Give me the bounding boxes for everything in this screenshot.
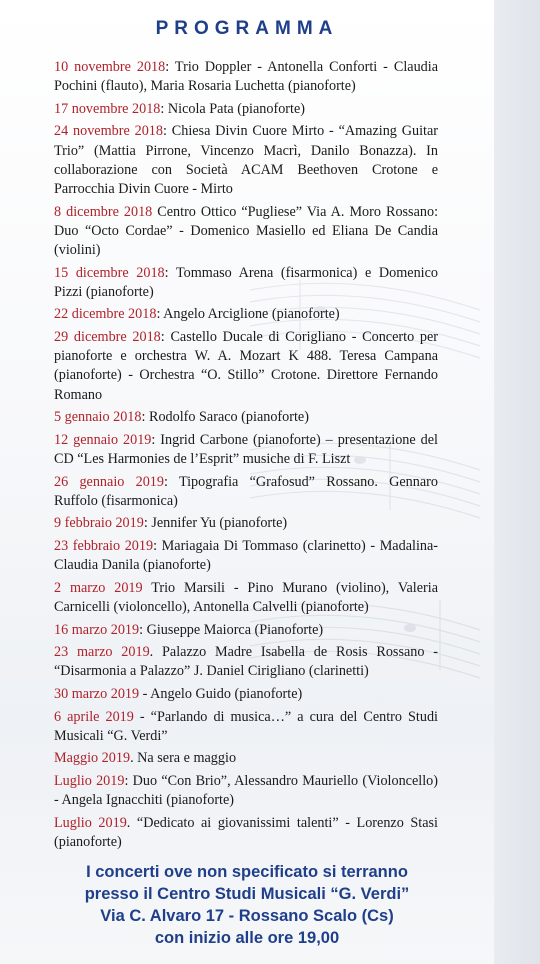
event-date: Luglio 2019: [54, 814, 127, 831]
event-separator: :: [153, 537, 162, 554]
event-description: Palazzo Madre Isabella de Rosis Rossano - “Disarmonia a Palazzo” J. Daniel Cirigliano (clarinetti): [54, 644, 439, 680]
event-entry: [54, 431, 438, 469]
event-date: 29 dicembre 2018: [54, 328, 161, 345]
event-description: Angelo Arciglione (pianoforte): [163, 306, 340, 323]
right-margin-band: [494, 0, 540, 964]
page-title: PROGRAMMA: [155, 18, 339, 39]
event-entry: [54, 473, 438, 511]
event-description: Centro Ottico “Pugliese” Via A. Moro Rossano: Duo “Octo Cordae” - Domenico Masiello ed Eliana De Candia (violini): [54, 203, 439, 258]
event-entry: [54, 100, 438, 119]
event-entry: [54, 514, 438, 533]
event-separator: :: [164, 473, 179, 490]
event-entry: [54, 814, 438, 852]
event-date: 22 dicembre 2018: [54, 306, 157, 323]
event-date: 23 febbraio 2019: [54, 537, 154, 554]
event-separator: .: [130, 750, 138, 767]
event-date: Maggio 2019: [54, 750, 131, 767]
event-description: Nicola Pata (pianoforte): [167, 100, 305, 117]
event-date: 24 novembre 2018: [54, 123, 163, 140]
event-separator: [143, 580, 152, 596]
event-date: 8 dicembre 2018: [54, 203, 153, 220]
event-separator: :: [156, 306, 164, 323]
event-date: 5 gennaio 2018: [54, 409, 142, 426]
venue-note: [0, 861, 494, 949]
event-entry: [54, 621, 438, 640]
event-separator: -: [139, 685, 151, 702]
event-separator: .: [149, 644, 163, 661]
event-separator: :: [151, 431, 161, 448]
event-date: 9 febbraio 2019: [54, 515, 144, 532]
event-description: “Dedicato ai giovanissimi talenti” - Lorenzo Stasi (pianoforte): [54, 814, 438, 850]
event-entry: [54, 328, 438, 405]
event-description: “Parlando di musica…” a cura del Centro Studi Musicali “G. Verdi”: [54, 708, 439, 744]
event-description: Jennifer Yu (pianoforte): [151, 515, 288, 532]
event-description: Rodolfo Saraco (pianoforte): [148, 409, 309, 426]
event-date: 10 novembre 2018: [54, 59, 166, 75]
event-description: Duo “Con Brio”, Alessandro Mauriello (Violoncello) - Angela Ignacchiti (pianoforte): [54, 772, 438, 809]
event-entry: [54, 579, 438, 617]
event-description: Giuseppe Maiorca (Pianoforte): [146, 621, 324, 638]
event-separator: :: [141, 409, 149, 426]
event-description: Castello Ducale di Corigliano - Concerto per pianoforte e orchestra W. A. Mozart K 488. Teresa Campana (pianoforte) - Orchestra “O. Stillo” Crotone. Direttore Fernando Romano: [54, 328, 438, 403]
event-description: Na sera e maggio: [137, 750, 237, 767]
venue-note-line: con inizio alle ore 19,00: [154, 929, 340, 947]
event-separator: :: [165, 59, 175, 75]
event-list: [54, 58, 438, 856]
event-entry: [54, 643, 438, 681]
event-date: 6 aprile 2019: [54, 708, 134, 725]
event-separator: :: [139, 621, 147, 638]
event-entry: [54, 264, 438, 302]
event-entry: [54, 408, 438, 427]
event-entry: [54, 772, 438, 810]
event-separator: .: [126, 814, 137, 831]
event-entry: [54, 305, 438, 324]
event-description: Tipografia “Grafosud” Rossano. Gennaro Ruffolo (fisarmonica): [54, 473, 438, 509]
event-description: Angelo Guido (pianoforte): [150, 685, 303, 702]
event-entry: [54, 685, 438, 704]
event-separator: :: [160, 100, 168, 117]
event-date: 12 gennaio 2019: [54, 431, 152, 448]
event-entry: [54, 537, 438, 575]
event-separator: :: [162, 123, 172, 140]
event-separator: :: [124, 772, 133, 789]
event-date: 2 marzo 2019: [54, 579, 143, 596]
event-description: Trio Marsili - Pino Murano (violino), Valeria Carnicelli (violoncello), Antonella Calvelli (pianoforte): [54, 579, 438, 615]
event-date: 30 marzo 2019: [54, 685, 140, 702]
event-date: 15 dicembre 2018: [54, 264, 165, 281]
event-separator: :: [143, 515, 152, 532]
event-separator: :: [160, 328, 171, 345]
event-date: 23 marzo 2019: [54, 644, 150, 661]
event-date: Luglio 2019: [54, 772, 125, 789]
event-description: Tommaso Arena (fisarmonica) e Domenico Pizzi (pianoforte): [54, 264, 439, 300]
event-description: Mariagaia Di Tommaso (clarinetto) - Madalina-Claudia Danila (pianoforte): [54, 537, 438, 574]
venue-note-line: presso il Centro Studi Musicali “G. Verdi”: [84, 885, 410, 903]
event-date: 17 novembre 2018: [54, 100, 161, 117]
event-entry: [54, 708, 438, 746]
event-description: Trio Doppler - Antonella Conforti - Claudia Pochini (flauto), Maria Rosaria Luchetta (pianoforte): [54, 59, 439, 95]
event-description: Ingrid Carbone (pianoforte) – presentazione del CD “Les Harmonies de l’Esprit” musiche di F. Liszt: [54, 431, 438, 467]
event-entry: [54, 203, 438, 261]
event-date: 16 marzo 2019: [54, 621, 140, 638]
event-entry: [54, 58, 438, 96]
event-separator: :: [164, 264, 176, 281]
event-description: Chiesa Divin Cuore Mirto - “Amazing Guitar Trio” (Mattia Pirrone, Vincenzo Macrì, Danilo Bonazza). In collaborazione con Società ACAM Beethoven Crotone e Parrocchia Divin Cuore - Mirto: [54, 123, 438, 197]
venue-note-line: Via C. Alvaro 17 - Rossano Scalo (Cs): [100, 907, 394, 925]
event-entry: [54, 749, 438, 768]
venue-note-line: I concerti ove non specificato si terranno: [86, 863, 408, 881]
event-separator: -: [133, 708, 151, 725]
event-date: 26 gennaio 2019: [54, 473, 164, 490]
event-entry: [54, 122, 438, 199]
